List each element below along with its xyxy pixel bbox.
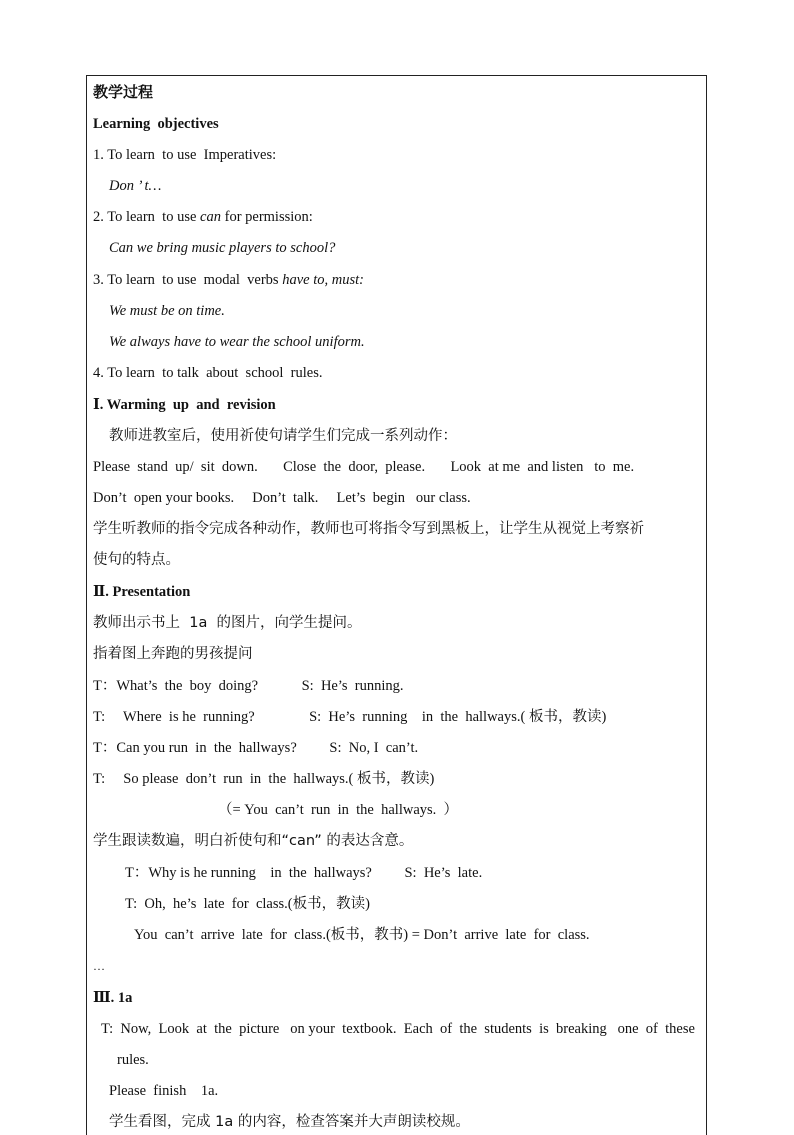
presentation-heading: Ⅱ. Presentation xyxy=(93,584,191,600)
content-table-cell xyxy=(86,75,707,1135)
page-title: 教学过程 xyxy=(93,83,154,101)
warming-heading: Ⅰ. Warming up and revision xyxy=(93,397,276,413)
objective-2-text: 2. To learn to use xyxy=(93,209,201,225)
dialog-line-1: T：What’s the boy doing? S: He’s running. xyxy=(93,678,404,694)
section3-line-2: rules. xyxy=(117,1052,149,1068)
objective-1-example: Don ’ t… xyxy=(109,178,162,194)
warming-commands-1: Please stand up/ sit down. Close the door, please. Look at me and listen to me. xyxy=(93,459,635,475)
section3-heading: Ⅲ. 1a xyxy=(93,990,133,1006)
objective-3-text: 3. To learn to use modal verbs xyxy=(93,272,283,288)
objective-2 xyxy=(93,207,313,227)
warming-commands-2: Don’t open your books. Don’t talk. Let’s begin our class. xyxy=(93,490,471,506)
dialog-line-2: T: Where is he running? S: He’s running in the hallways.( 板书，教读) xyxy=(93,709,607,725)
dialog2-line-2: T: Oh, he’s late for class.(板书，教读) xyxy=(125,896,370,912)
presentation-p2: 指着图上奔跑的男孩提问 xyxy=(93,646,253,662)
dialog-equivalent: （= You can’t run in the hallways. ） xyxy=(218,802,459,818)
section3-line-4: 学生看图，完成 1a 的内容，检查答案并大声朗读校规。 xyxy=(109,1114,470,1130)
presentation-note: 学生跟读数遍，明白祈使句和“can” 的表达含意。 xyxy=(93,833,414,849)
dialog-line-3: T：Can you run in the hallways? S: No, I can’t. xyxy=(93,740,419,756)
dialog2-line-1: T：Why is he running in the hallways? S: He’s late. xyxy=(125,865,483,881)
objective-3 xyxy=(93,270,364,290)
dialog2-line-3: You can’t arrive late for class.(板书，教书) = Don’t arrive late for class. xyxy=(134,927,590,943)
objective-3-keyword: have to, must: xyxy=(282,272,364,288)
objective-3-example-2: We always have to wear the school uniform. xyxy=(109,334,365,350)
presentation-p1: 教师出示书上 1a 的图片，向学生提问。 xyxy=(93,615,362,631)
warming-note-2: 使句的特点。 xyxy=(93,552,180,568)
objective-3-example-1: We must be on time. xyxy=(109,303,225,319)
section3-line-3: Please finish 1a. xyxy=(109,1083,219,1099)
objective-2-example: Can we bring music players to school? xyxy=(109,240,336,256)
ellipsis: … xyxy=(93,959,105,973)
objective-4: 4. To learn to talk about school rules. xyxy=(93,365,323,381)
objective-2-text-after: for permission: xyxy=(220,209,313,225)
dialog-line-4: T: So please don’t run in the hallways.( 板书，教读) xyxy=(93,771,435,787)
objective-2-keyword: can xyxy=(200,209,221,225)
warming-note-1: 学生听教师的指令完成各种动作，教师也可将指令写到黑板上，让学生从视觉上考察祈 xyxy=(93,521,644,537)
section3-line-1: T: Now, Look at the picture on your textbook. Each of the students is breaking one of these xyxy=(101,1021,695,1037)
warming-intro: 教师进教室后，使用祈使句请学生们完成一系列动作： xyxy=(109,428,457,444)
objective-1: 1. To learn to use Imperatives: xyxy=(93,147,277,163)
objectives-heading: Learning objectives xyxy=(93,116,219,132)
